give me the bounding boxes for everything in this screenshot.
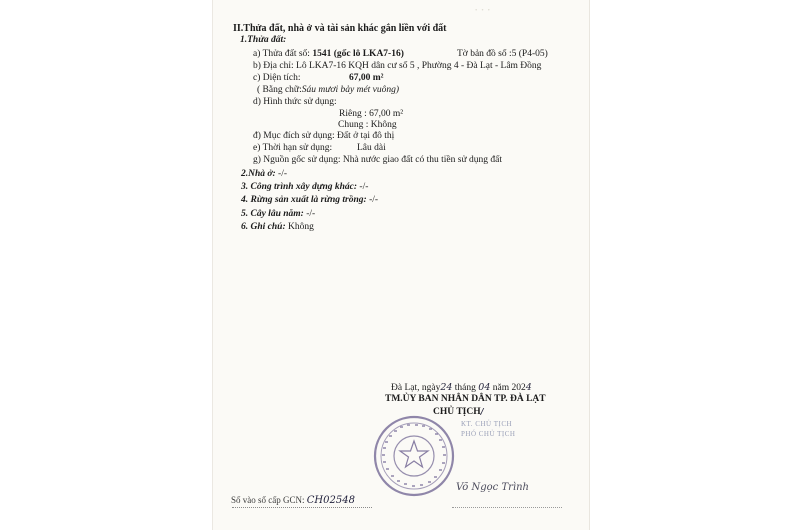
item-forest <box>241 195 378 206</box>
date-month-word: tháng <box>452 383 479 393</box>
private-label: Riêng : <box>339 109 367 119</box>
certificate-underline <box>232 507 372 508</box>
area-words-prefix: ( Bằng chữ: <box>257 85 302 95</box>
date-day: 24 <box>440 382 453 393</box>
parcel-value: 1541 (gốc lô LKA7-16) <box>312 49 404 59</box>
stamp-line-1: KT. CHỦ TỊCH <box>461 420 513 428</box>
item-label: 2.Nhà ở: <box>241 169 276 179</box>
address-row <box>253 61 541 72</box>
issuing-authority: TM.ỦY BAN NHÂN DÂN TP. ĐÀ LẠT <box>385 394 546 404</box>
official-seal-icon <box>372 414 456 498</box>
use-form-label: d) Hình thức sử dụng: <box>253 97 337 107</box>
signature-underline <box>452 507 562 508</box>
purpose-row <box>253 131 394 142</box>
item-label: 3. Công trình xây dựng khác: <box>241 182 358 192</box>
item-house <box>241 169 287 180</box>
private-row <box>339 109 403 120</box>
show-through-text: ··· <box>474 2 493 17</box>
term-label: e) Thời hạn sử dụng: <box>253 143 333 153</box>
purpose-label: đ) Mục đích sử dụng: <box>253 131 338 141</box>
certificate-label: Số vào sổ cấp GCN: <box>231 495 305 505</box>
date-year-digit: 4 <box>525 382 532 393</box>
origin-row <box>253 155 502 166</box>
date-line <box>391 382 532 394</box>
parcel-row <box>253 49 404 60</box>
parcel-label: a) Thửa đất số: <box>253 49 313 59</box>
deputy-stamp <box>459 419 529 443</box>
stamp-line-2: PHÓ CHỦ TỊCH <box>461 430 516 438</box>
term-value: Lâu dài <box>357 143 386 153</box>
item-value: Không <box>285 222 314 232</box>
map-sheet-label: Tờ bản đồ số <box>457 49 509 59</box>
item-perennial <box>241 209 315 220</box>
item-note <box>241 222 314 233</box>
area-words-value: Sáu mươi bảy mét vuông) <box>301 85 400 95</box>
date-month: 04 <box>478 382 491 393</box>
certificate-value: CH02548 <box>306 495 355 506</box>
map-sheet-value: :5 (P4-05) <box>509 49 548 59</box>
shared-row <box>338 120 397 131</box>
item-label: 5. Cây lâu năm: <box>241 209 304 219</box>
item-label: 6. Ghi chú: <box>241 222 286 232</box>
address-value: Lô LKA7-16 KQH dân cư số 5 , Phường 4 - Đà Lạt - Lâm Đồng <box>296 61 542 71</box>
date-year-word: năm 202 <box>490 383 526 393</box>
item-construction <box>241 182 368 193</box>
origin-label: g) Nguồn gốc sử dụng: <box>253 155 343 165</box>
private-value: 67,00 m² <box>369 109 404 119</box>
origin-value: Nhà nước giao đất có thu tiền sử dụng đất <box>342 155 502 165</box>
item-value: -/- <box>366 195 379 205</box>
shared-label: Chung : <box>338 120 369 130</box>
item-value: -/- <box>357 182 369 192</box>
map-sheet-row <box>457 49 548 60</box>
area-words-row <box>257 85 399 96</box>
signer-name: Võ Ngọc Trình <box>456 482 529 493</box>
address-label: b) Địa chỉ: <box>253 61 297 71</box>
item-value: -/- <box>275 169 287 179</box>
initial-mark: / <box>480 406 484 416</box>
shared-value: Không <box>370 120 397 130</box>
purpose-value: Đất ở tại đô thị <box>337 131 395 141</box>
item-value: -/- <box>303 209 316 219</box>
section-title: II.Thửa đất, nhà ở và tài sản khác gắn liền với đất <box>233 23 447 34</box>
chairman-label: CHỦ TỊCH <box>433 407 481 417</box>
area-label: c) Diện tích: <box>253 73 301 83</box>
item-label: 4. Rừng sản xuất là rừng trồng: <box>241 195 367 205</box>
date-prefix: Đà Lạt, ngày <box>391 383 441 393</box>
certificate-number-row <box>231 495 355 506</box>
area-value: 67,00 m² <box>349 73 384 83</box>
land-heading: 1.Thửa đất: <box>240 35 287 45</box>
